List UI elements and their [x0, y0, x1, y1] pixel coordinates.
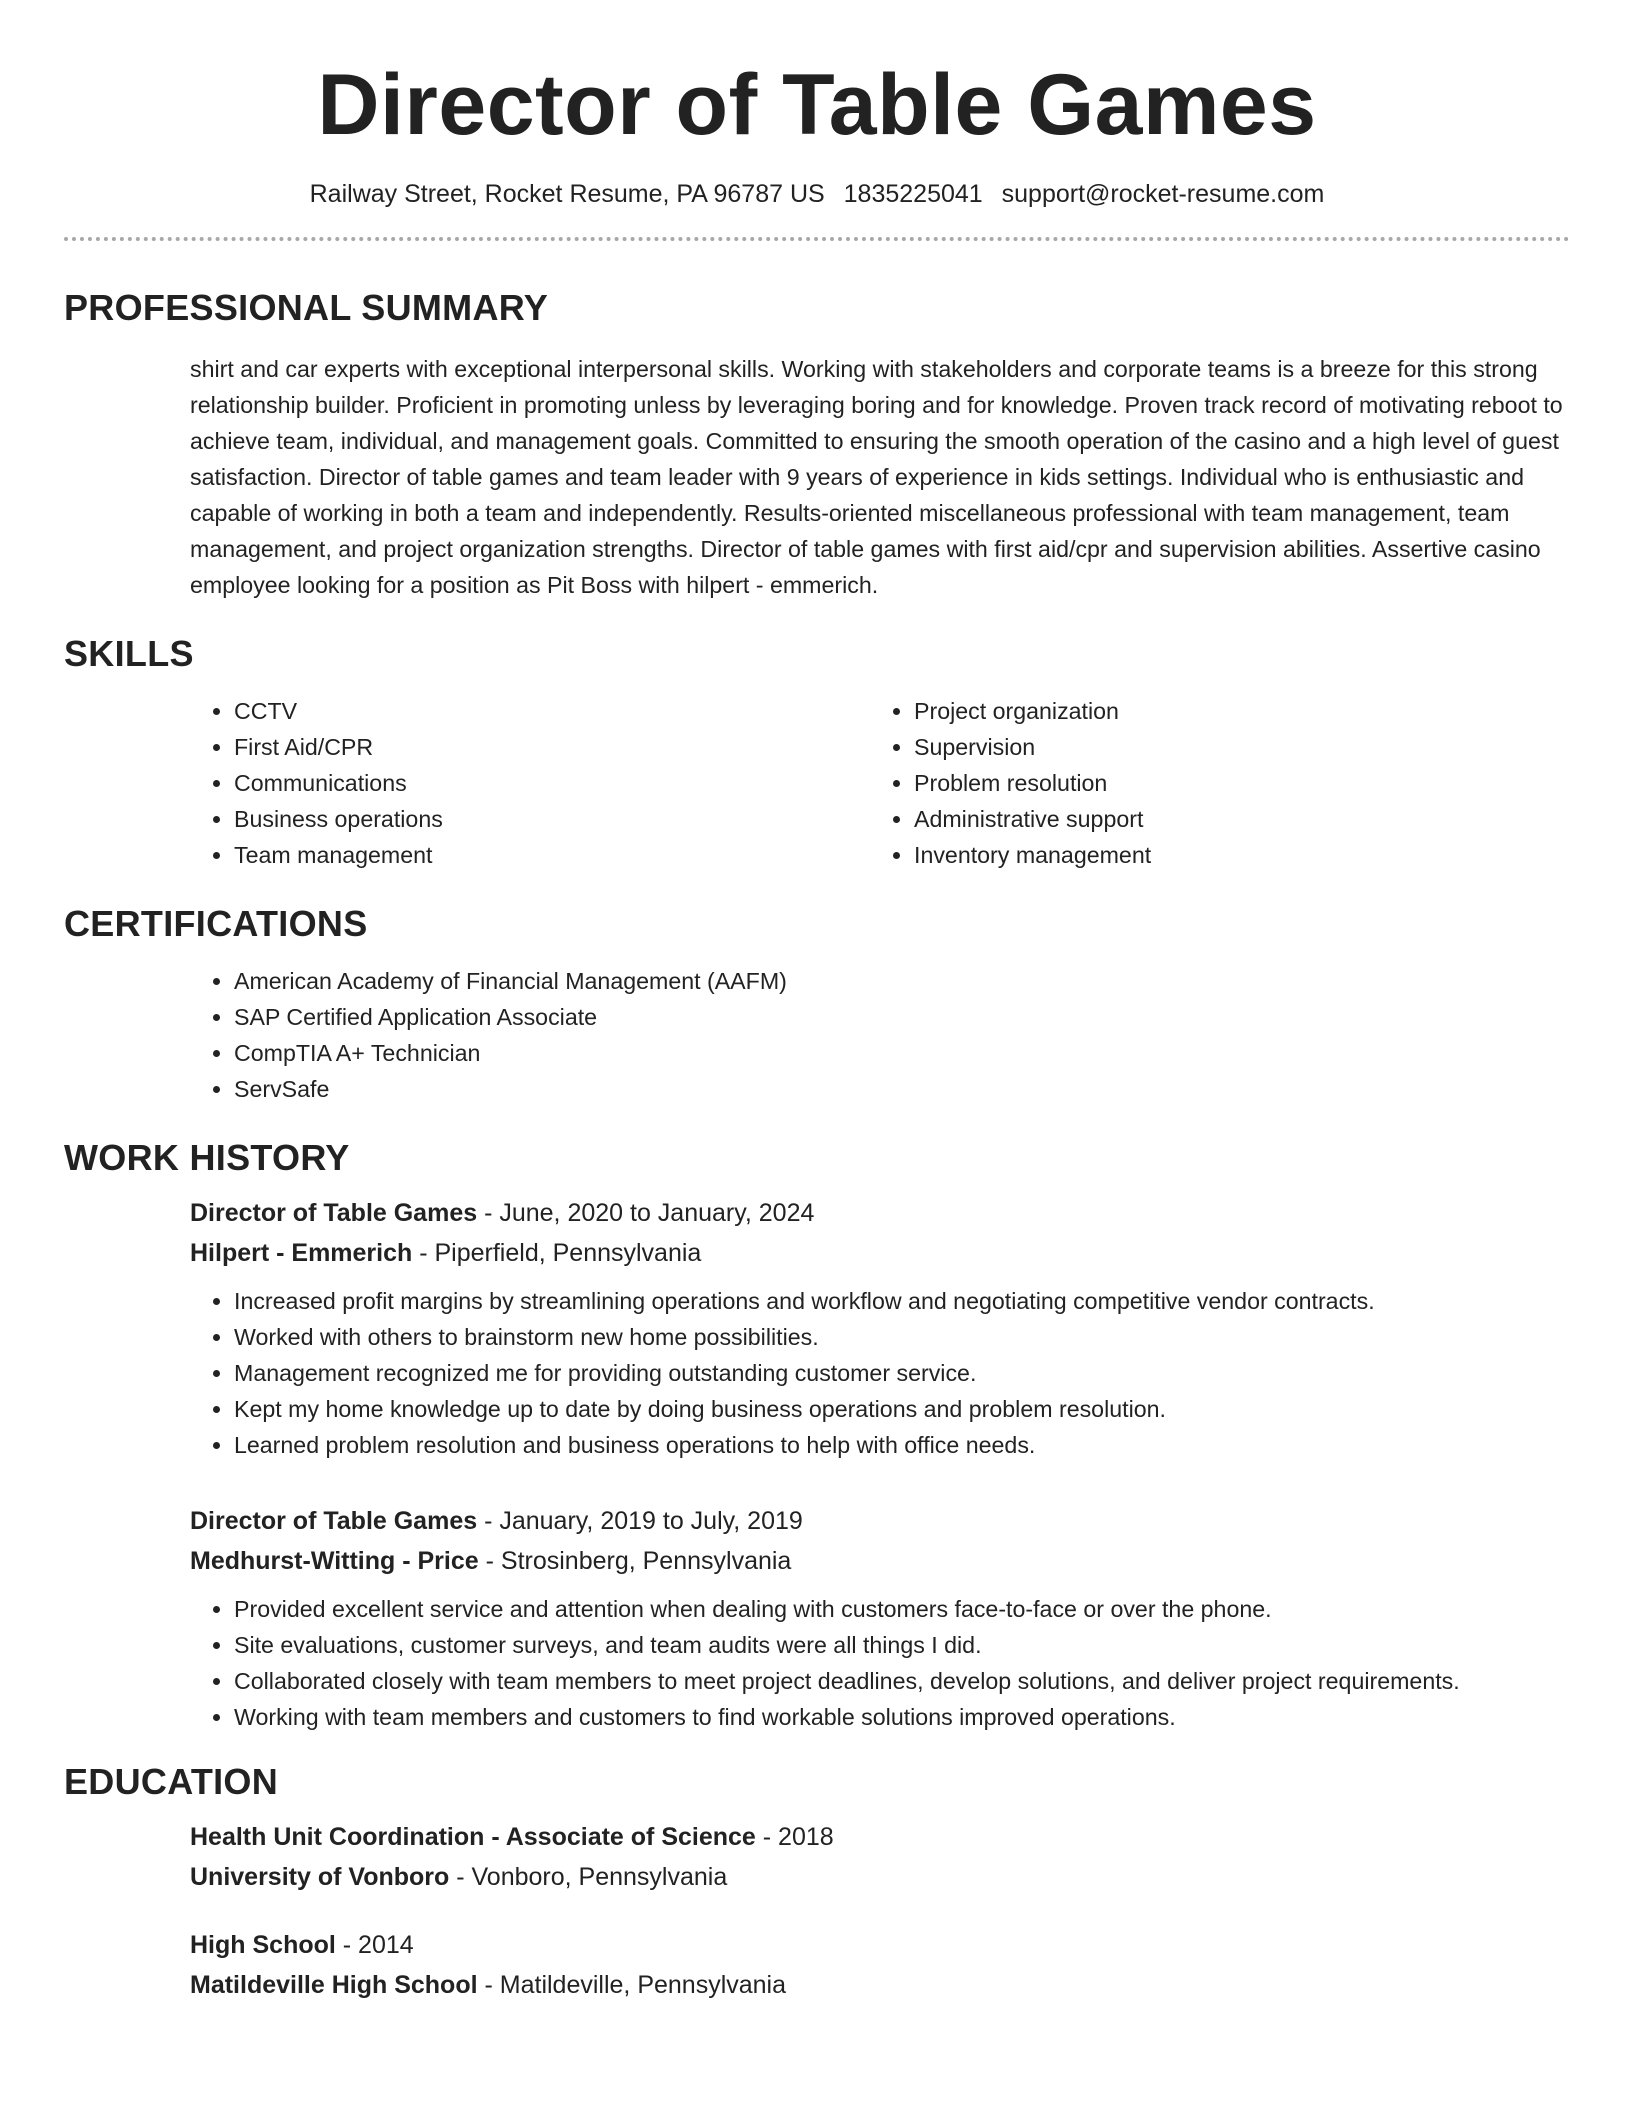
education-school-line	[190, 1857, 1570, 1897]
education-title: EDUCATION	[64, 1761, 279, 1802]
resume-page	[64, 0, 1570, 2031]
job-bullet: • Working with team members and customers to find workable solutions improved operations.	[234, 1699, 1570, 1735]
skill-item: • Administrative support	[914, 801, 1550, 837]
education-degree: High School	[190, 1931, 336, 1959]
summary-title: PROFESSIONAL SUMMARY	[64, 287, 549, 328]
job-location: - Strosinberg, Pennsylvania	[478, 1547, 792, 1575]
skill-item: • Inventory management	[914, 837, 1550, 873]
education-school-line	[190, 1965, 1570, 2005]
job-bullet: • Collaborated closely with team members to meet project deadlines, develop solutions, and deliver project requirements.	[234, 1663, 1570, 1699]
certification-item: • CompTIA A+ Technician	[234, 1035, 1570, 1071]
job-role: Director of Table Games	[190, 1507, 478, 1535]
job-bullet: • Learned problem resolution and business operations to help with office needs.	[234, 1427, 1570, 1463]
certifications-section	[64, 903, 1570, 1107]
job-entry	[190, 1193, 1570, 1463]
job-role-line	[190, 1193, 1570, 1233]
job-company-line	[190, 1541, 1570, 1581]
skills-title: SKILLS	[64, 633, 194, 674]
job-bullet: • Kept my home knowledge up to date by doing business operations and problem resolution.	[234, 1391, 1570, 1427]
skill-item: • First Aid/CPR	[234, 729, 870, 765]
job-role: Director of Table Games	[190, 1199, 478, 1227]
job-location: - Piperfield, Pennsylvania	[412, 1239, 702, 1267]
job-bullet: • Increased profit margins by streamlining operations and workflow and negotiating competitive vendor contracts.	[234, 1283, 1570, 1319]
education-degree-line	[190, 1817, 1570, 1857]
job-company: Medhurst-Witting - Price	[190, 1547, 479, 1575]
job-bullet: • Management recognized me for providing outstanding customer service.	[234, 1355, 1570, 1391]
education-degree: Health Unit Coordination - Associate of Science	[190, 1823, 756, 1851]
skills-section	[64, 633, 1570, 873]
job-bullet: • Worked with others to brainstorm new home possibilities.	[234, 1319, 1570, 1355]
education-location: - Vonboro, Pennsylvania	[449, 1863, 728, 1891]
skill-item: • CCTV	[234, 693, 870, 729]
skill-item: • Project organization	[914, 693, 1550, 729]
skill-item: • Communications	[234, 765, 870, 801]
certification-item: • American Academy of Financial Management (AAFM)	[234, 963, 1570, 999]
header-divider	[64, 237, 1570, 241]
summary-text: shirt and car experts with exceptional interpersonal skills. Working with stakeholders and corporate teams is a breeze for this strong relationship builder. Proficient in promoting unless by leveraging boring and for knowledge. Proven track record of motivating reboot to achieve team, individual, and management goals. Committed to ensuring the smooth operation of the casino and a high level of guest satisfaction. Director of table games and team leader with 9 years of experience in kids settings. Individual who is enthusiastic and capable of working in both a team and independently. Results-oriented miscellaneous professional with team management, team management, and project organization strengths. Director of table games with first aid/cpr and supervision abilities. Assertive casino employee looking for a position as Pit Boss with hilpert - emmerich.	[190, 356, 1563, 598]
skill-item: • Problem resolution	[914, 765, 1550, 801]
skill-item: • Team management	[234, 837, 870, 873]
education-entry	[190, 1817, 1570, 1897]
certification-item: • SAP Certified Application Associate	[234, 999, 1570, 1035]
certification-item: • ServSafe	[234, 1071, 1570, 1107]
contact-line	[64, 180, 1570, 209]
education-degree-line	[190, 1925, 1570, 1965]
job-company: Hilpert - Emmerich	[190, 1239, 413, 1267]
contact-email: support@rocket-resume.com	[1001, 180, 1325, 208]
work-section	[64, 1137, 1570, 1735]
contact-address: Railway Street, Rocket Resume, PA 96787 US	[309, 180, 825, 208]
certifications-title: CERTIFICATIONS	[64, 903, 368, 944]
education-year: - 2018	[755, 1823, 834, 1851]
education-section	[64, 1761, 1570, 2005]
skills-column-right	[870, 693, 1550, 873]
job-bullet: • Site evaluations, customer surveys, and team audits were all things I did.	[234, 1627, 1570, 1663]
job-dates: - January, 2019 to July, 2019	[477, 1507, 803, 1535]
education-year: - 2014	[335, 1931, 414, 1959]
resume-name: Director of Table Games	[317, 57, 1317, 153]
contact-phone: 1835225041	[843, 180, 983, 208]
job-company-line	[190, 1233, 1570, 1273]
skills-column-left	[190, 693, 870, 873]
job-bullet: • Provided excellent service and attention when dealing with customers face-to-face or over the phone.	[234, 1591, 1570, 1627]
education-location: - Matildeville, Pennsylvania	[477, 1971, 787, 1999]
education-school: University of Vonboro	[190, 1863, 450, 1891]
education-school: Matildeville High School	[190, 1971, 478, 1999]
job-entry	[190, 1501, 1570, 1735]
skill-item: • Business operations	[234, 801, 870, 837]
job-dates: - June, 2020 to January, 2024	[477, 1199, 815, 1227]
summary-section	[64, 287, 1570, 603]
skill-item: • Supervision	[914, 729, 1550, 765]
education-entry	[190, 1925, 1570, 2005]
work-title: WORK HISTORY	[64, 1137, 350, 1178]
job-role-line	[190, 1501, 1570, 1541]
